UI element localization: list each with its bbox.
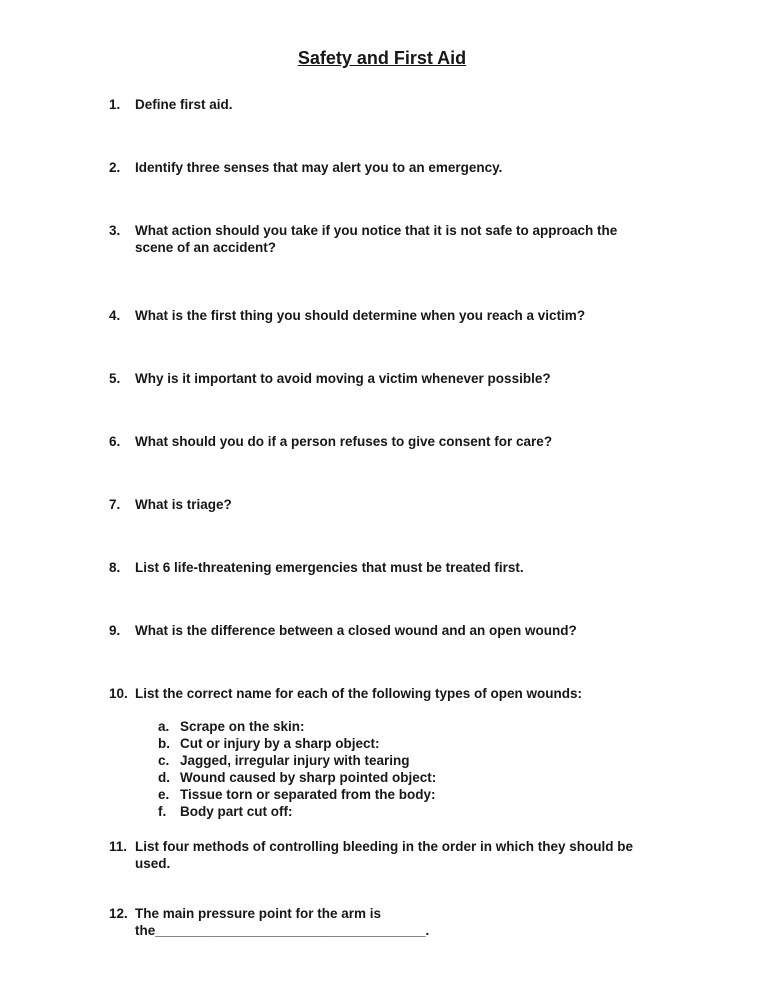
question-number: 10. (109, 686, 128, 701)
sub-item-text: Scrape on the skin: (180, 719, 305, 734)
sub-item-letter: f. (158, 804, 167, 819)
sub-item-text: Cut or injury by a sharp object: (180, 736, 380, 751)
question-5 (96, 370, 668, 387)
sub-item-f (158, 803, 668, 820)
question-12 (96, 905, 668, 939)
question-3 (96, 222, 668, 256)
question-7 (96, 496, 668, 513)
question-2 (96, 159, 668, 176)
sub-item-letter: e. (158, 787, 170, 802)
question-11 (96, 838, 668, 872)
question-10 (96, 685, 668, 702)
question-9 (96, 622, 668, 639)
question-text: Identify three senses that may alert you to an emergency. (135, 160, 503, 175)
sub-item-text: Jagged, irregular injury with tearing (180, 753, 410, 768)
question-number: 2. (109, 160, 121, 175)
question-8 (96, 559, 668, 576)
question-number: 4. (109, 308, 121, 323)
question-number: 6. (109, 434, 121, 449)
sub-item-text: Wound caused by sharp pointed object: (180, 770, 437, 785)
sub-item-a (158, 718, 668, 735)
sub-item-letter: a. (158, 719, 170, 734)
sub-item-text: Tissue torn or separated from the body: (180, 787, 436, 802)
question-text: Define first aid. (135, 97, 233, 112)
question-text: What should you do if a person refuses to give consent for care? (135, 434, 553, 449)
question-10-sub-list (96, 718, 668, 820)
question-text: What is triage? (135, 497, 232, 512)
question-number: 9. (109, 623, 121, 638)
question-text: The main pressure point for the arm is the____________________________________. (135, 906, 430, 938)
question-text: What is the first thing you should determine when you reach a victim? (135, 308, 586, 323)
sub-item-letter: b. (158, 736, 170, 751)
sub-item-b (158, 735, 668, 752)
question-text: List 6 life-threatening emergencies that must be treated first. (135, 560, 524, 575)
sub-item-c (158, 752, 668, 769)
question-number: 5. (109, 371, 121, 386)
question-text: List the correct name for each of the following types of open wounds: (135, 686, 583, 701)
question-text: Why is it important to avoid moving a victim whenever possible? (135, 371, 551, 386)
sub-item-text: Body part cut off: (180, 804, 293, 819)
question-text: List four methods of controlling bleeding in the order in which they should be used. (135, 839, 634, 871)
sub-item-letter: d. (158, 770, 170, 785)
question-number: 3. (109, 223, 121, 238)
question-4 (96, 307, 668, 324)
sub-item-d (158, 769, 668, 786)
question-number: 11. (109, 839, 128, 854)
question-1 (96, 96, 668, 113)
question-number: 1. (109, 97, 121, 112)
question-number: 8. (109, 560, 121, 575)
page-title: Safety and First Aid (297, 48, 467, 68)
question-6 (96, 433, 668, 450)
question-number: 7. (109, 497, 121, 512)
question-number: 12. (109, 906, 128, 921)
sub-item-e (158, 786, 668, 803)
question-text: What action should you take if you notice that it is not safe to approach the scene of an accident? (135, 223, 618, 255)
question-text: What is the difference between a closed wound and an open wound? (135, 623, 577, 638)
sub-item-letter: c. (158, 753, 170, 768)
